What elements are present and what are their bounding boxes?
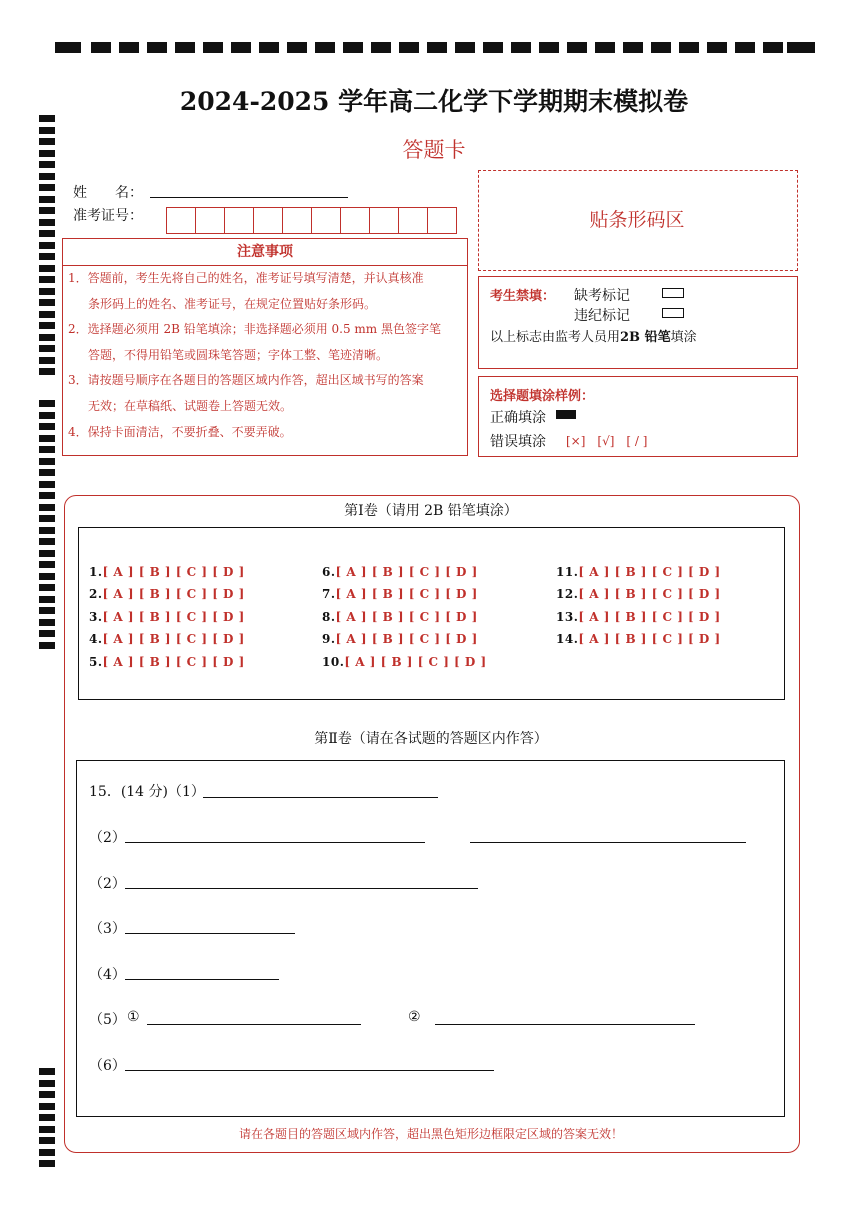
timing-mark — [39, 127, 55, 134]
answer-line-2a-1[interactable] — [125, 842, 425, 843]
mc-question-3[interactable]: 3.[ A ] [ B ] [ C ] [ D ] — [89, 610, 245, 624]
timing-mark — [39, 515, 55, 522]
timing-mark — [39, 173, 55, 180]
multiple-choice-section — [78, 527, 785, 700]
mc-question-2[interactable]: 2.[ A ] [ B ] [ C ] [ D ] — [89, 587, 245, 601]
timing-mark — [39, 207, 55, 214]
forbidden-heading: 考生禁填： — [490, 289, 556, 304]
mc-question-1[interactable]: 1.[ A ] [ B ] [ C ] [ D ] — [89, 565, 245, 579]
mc-question-8[interactable]: 8.[ A ] [ B ] [ C ] [ D ] — [322, 610, 478, 624]
timing-mark — [39, 446, 55, 453]
timing-mark — [39, 584, 55, 591]
timing-mark — [39, 253, 55, 260]
timing-mark — [39, 1149, 55, 1156]
mc-question-12[interactable]: 12.[ A ] [ B ] [ C ] [ D ] — [556, 587, 721, 601]
id-digit-box[interactable] — [167, 208, 196, 233]
timing-mark — [39, 504, 55, 511]
correct-fill-label: 正确填涂 — [490, 410, 546, 426]
part-2b-label: （2） — [89, 876, 126, 892]
notice-line: 1．答题前，考生先将自己的姓名，准考证号填写清楚，并认真核准 — [68, 271, 424, 285]
notice-line: 条形码上的姓名、准考证号，在规定位置贴好条形码。 — [88, 297, 377, 311]
id-digit-box[interactable] — [254, 208, 283, 233]
part-4-label: （4） — [89, 967, 126, 983]
id-digit-box[interactable] — [399, 208, 428, 233]
notice-heading: 注意事项 — [62, 238, 468, 266]
answer-line-2a-2[interactable] — [470, 842, 746, 843]
timing-mark — [39, 412, 55, 419]
absent-mark-box[interactable] — [662, 288, 684, 298]
timing-mark — [39, 196, 55, 203]
timing-mark — [39, 619, 55, 626]
part-3-label: （3） — [89, 921, 126, 937]
timing-mark — [39, 1091, 55, 1098]
circle-2-marker: ② — [408, 1009, 421, 1025]
page-title: 2024-2025 学年高二化学下学期期末模拟卷 — [179, 87, 689, 116]
timing-mark — [39, 481, 55, 488]
id-digit-box[interactable] — [196, 208, 225, 233]
timing-mark — [39, 357, 55, 364]
forbidden-note-prefix: 以上标志由监考人员用 — [490, 330, 621, 345]
id-digit-box[interactable] — [370, 208, 399, 233]
timing-mark — [39, 550, 55, 557]
timing-mark — [39, 527, 55, 534]
timing-mark — [39, 230, 55, 237]
mc-question-7[interactable]: 7.[ A ] [ B ] [ C ] [ D ] — [322, 587, 478, 601]
forbidden-note — [490, 326, 697, 345]
timing-mark — [39, 1160, 55, 1167]
answer-line-2b[interactable] — [125, 888, 478, 889]
absent-label: 缺考标记 — [574, 288, 630, 304]
timing-mark — [39, 573, 55, 580]
timing-mark — [39, 458, 55, 465]
section1-title: 第Ⅰ卷（请用 2B 铅笔填涂） — [344, 503, 518, 519]
part-6-label: （6） — [89, 1058, 126, 1074]
part-5-label: （5） — [89, 1012, 126, 1028]
timing-mark — [39, 219, 55, 226]
answer-line-5-2[interactable] — [435, 1024, 695, 1025]
answer-line-5-1[interactable] — [147, 1024, 361, 1025]
q15-heading: 15．(14 分)（1） — [89, 784, 205, 800]
id-number-boxes[interactable] — [166, 207, 457, 234]
notice-line: 无效；在草稿纸、试题卷上答题无效。 — [88, 399, 293, 413]
id-digit-box[interactable] — [225, 208, 254, 233]
mc-question-11[interactable]: 11.[ A ] [ B ] [ C ] [ D ] — [556, 565, 721, 579]
mc-question-5[interactable]: 5.[ A ] [ B ] [ C ] [ D ] — [89, 655, 245, 669]
timing-mark — [39, 607, 55, 614]
timing-mark — [39, 242, 55, 249]
id-digit-box[interactable] — [428, 208, 456, 233]
id-label: 准考证号： — [73, 208, 143, 224]
timing-mark — [39, 596, 55, 603]
timing-mark — [39, 276, 55, 283]
timing-mark — [39, 322, 55, 329]
mc-question-6[interactable]: 6.[ A ] [ B ] [ C ] [ D ] — [322, 565, 478, 579]
notice-line: 答题，不得用铅笔或圆珠笔答题；字体工整、笔迹清晰。 — [88, 348, 389, 362]
mc-question-13[interactable]: 13.[ A ] [ B ] [ C ] [ D ] — [556, 610, 721, 624]
timing-mark — [39, 492, 55, 499]
notice-line: 3．请按题号顺序在各题目的答题区域内作答，超出区域书写的答案 — [68, 373, 424, 387]
timing-mark — [39, 184, 55, 191]
timing-mark — [39, 299, 55, 306]
footer-warning: 请在各题目的答题区域内作答，超出黑色矩形边框限定区域的答案无效！ — [238, 1127, 623, 1141]
answer-line-6[interactable] — [125, 1070, 494, 1071]
timing-mark — [39, 1114, 55, 1121]
mc-question-14[interactable]: 14.[ A ] [ B ] [ C ] [ D ] — [556, 632, 721, 646]
wrong-fill-samples: [×] [√] [ / ] — [566, 434, 648, 448]
violation-mark-box[interactable] — [662, 308, 684, 318]
timing-mark — [39, 1126, 55, 1133]
timing-mark — [39, 561, 55, 568]
timing-mark — [39, 642, 55, 649]
section2-title: 第Ⅱ卷（请在各试题的答题区内作答） — [314, 731, 548, 747]
id-digit-box[interactable] — [312, 208, 341, 233]
timing-mark — [39, 334, 55, 341]
notice-line: 4．保持卡面清洁，不要折叠、不要弄破。 — [68, 425, 292, 439]
timing-mark — [39, 400, 55, 407]
page-subtitle: 答题卡 — [402, 138, 466, 162]
written-answer-section — [76, 760, 785, 1117]
correct-fill-sample — [556, 410, 576, 419]
sample-heading: 选择题填涂样例： — [490, 389, 595, 404]
name-field[interactable] — [150, 197, 348, 198]
mc-question-10[interactable]: 10.[ A ] [ B ] [ C ] [ D ] — [322, 655, 487, 669]
timing-mark — [39, 345, 55, 352]
forbidden-note-suffix: 填涂 — [670, 330, 697, 345]
answer-line-3[interactable] — [125, 933, 295, 934]
forbidden-note-bold: 2B 铅笔 — [620, 330, 671, 345]
violation-label: 违纪标记 — [574, 308, 630, 324]
mc-question-4[interactable]: 4.[ A ] [ B ] [ C ] [ D ] — [89, 632, 245, 646]
timing-mark — [39, 311, 55, 318]
mc-question-9[interactable]: 9.[ A ] [ B ] [ C ] [ D ] — [322, 632, 478, 646]
timing-mark — [39, 265, 55, 272]
timing-mark — [39, 435, 55, 442]
answer-line-1[interactable] — [203, 797, 438, 798]
timing-mark — [39, 1080, 55, 1087]
name-label: 姓 名： — [73, 185, 143, 201]
top-timing-marks — [55, 42, 815, 54]
timing-mark — [39, 423, 55, 430]
timing-mark — [39, 1137, 55, 1144]
timing-mark — [39, 469, 55, 476]
answer-line-4[interactable] — [125, 979, 279, 980]
id-digit-box[interactable] — [341, 208, 370, 233]
circle-1-marker: ① — [127, 1009, 140, 1025]
timing-mark — [39, 288, 55, 295]
timing-mark — [39, 1068, 55, 1075]
notice-line: 2．选择题必须用 2B 铅笔填涂；非选择题必须用 0.5 mm 黑色签字笔 — [68, 322, 442, 336]
id-digit-box[interactable] — [283, 208, 312, 233]
wrong-fill-label: 错误填涂 — [490, 434, 546, 450]
barcode-label: 贴条形码区 — [589, 209, 685, 231]
timing-mark — [39, 538, 55, 545]
timing-mark — [39, 630, 55, 637]
timing-mark — [39, 1103, 55, 1110]
timing-mark — [39, 368, 55, 375]
part-2a-label: （2） — [89, 830, 126, 846]
